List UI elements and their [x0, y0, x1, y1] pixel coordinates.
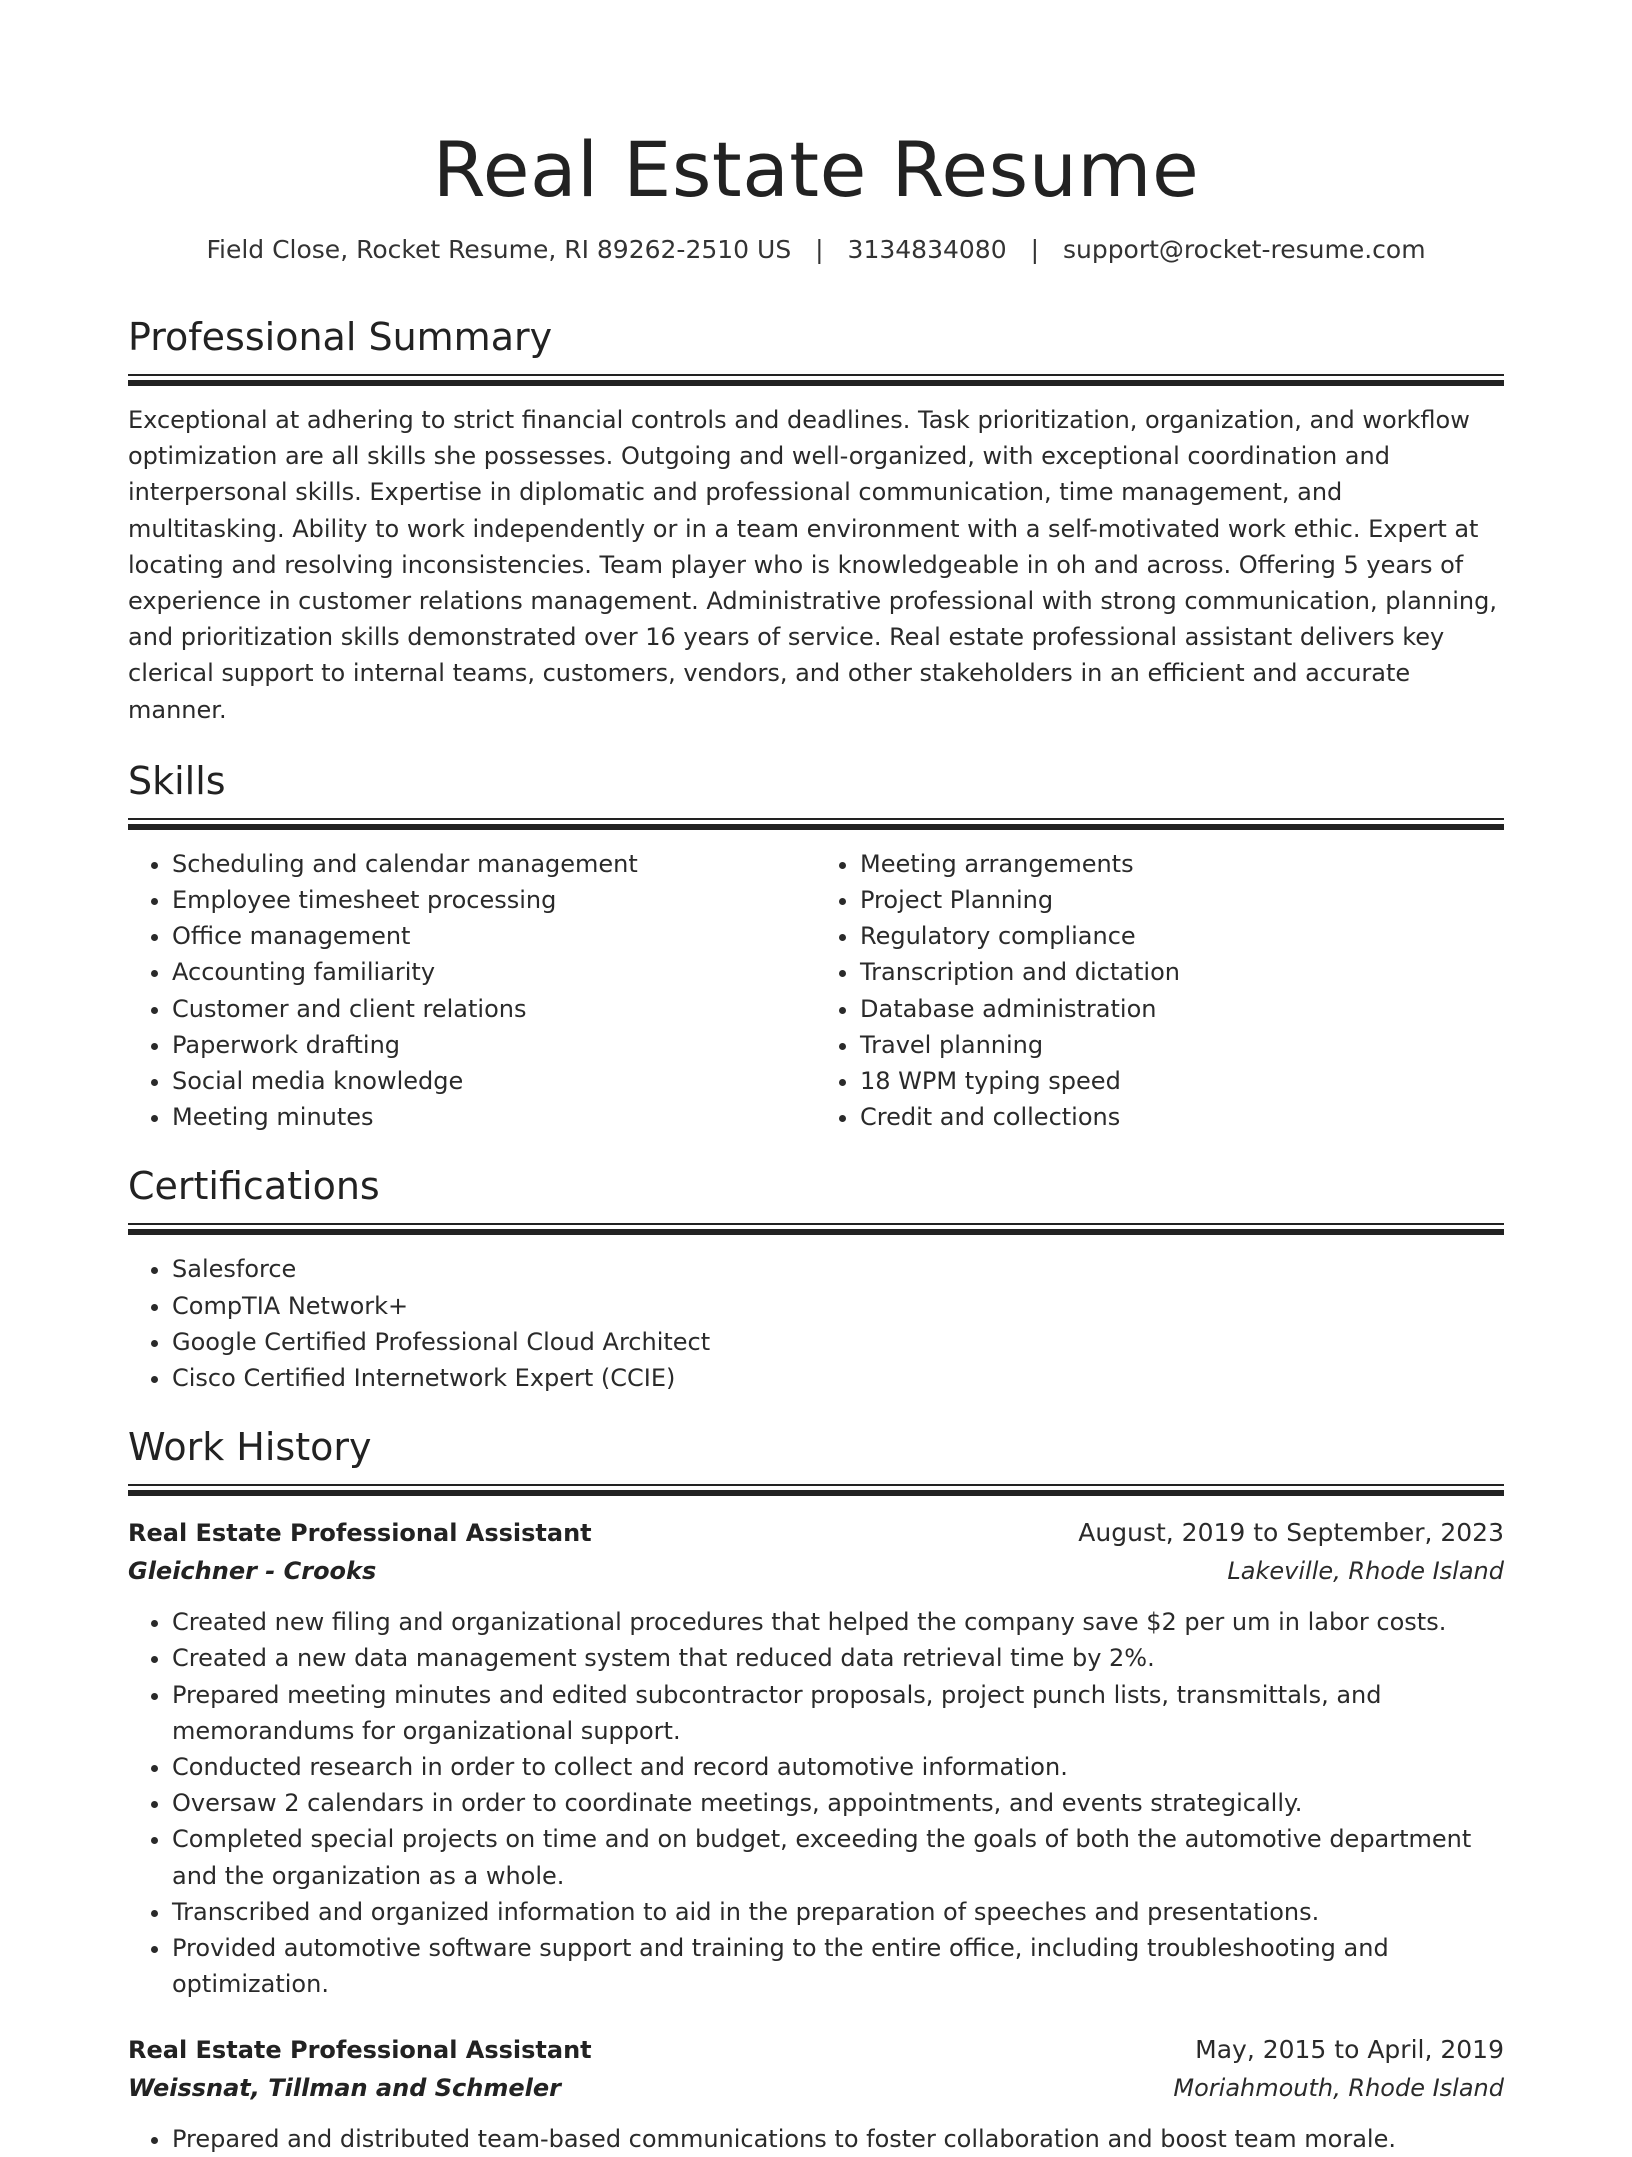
job-location: Moriahmouth, Rhode Island — [1173, 2073, 1504, 2102]
job-dates: May, 2015 to April, 2019 — [1195, 2034, 1504, 2064]
certification-item: • Salesforce — [172, 1251, 1504, 1287]
skill-item: • Scheduling and calendar management — [172, 846, 816, 882]
job-bullet: • Created new filing and organizational procedures that helped the company save $2 per um in labor costs. — [172, 1604, 1504, 1640]
section-heading-certifications: Certifications — [128, 1164, 380, 1209]
skill-item: • Project Planning — [860, 882, 1504, 918]
certifications-list — [128, 1251, 1504, 1396]
skill-item: • Accounting familiarity — [172, 954, 816, 990]
skill-item: • 18 WPM typing speed — [860, 1063, 1504, 1099]
certification-item: • CompTIA Network+ — [172, 1288, 1504, 1324]
skill-item: • Meeting arrangements — [860, 846, 1504, 882]
contact-separator: | — [815, 235, 824, 264]
job-bullet: • Conducted research in order to collect and record automotive information. — [172, 1749, 1504, 1785]
job-bullet: • Completed special projects on time and on budget, exceeding the goals of both the automotive department and the organization as a whole. — [172, 1821, 1504, 1893]
job-title: Real Estate Professional Assistant — [128, 1519, 592, 1548]
skill-item: • Customer and client relations — [172, 991, 816, 1027]
job-bullet: • Provided automotive software support and training to the entire office, including troubleshooting and optimization. — [172, 1930, 1504, 2002]
job-company-row — [128, 1552, 1504, 1590]
skills-columns — [128, 846, 1504, 1136]
job-location: Lakeville, Rhode Island — [1227, 1557, 1504, 1586]
skill-item: • Regulatory compliance — [860, 918, 1504, 954]
contact-address: Field Close, Rocket Resume, RI 89262-2510 US — [206, 235, 792, 264]
job-bullets — [128, 1604, 1504, 2002]
certifications-section — [128, 1161, 1504, 1396]
job-bullet: • Created a new data management system that reduced data retrieval time by 2%. — [172, 1640, 1504, 1676]
job-company: Weissnat, Tillman and Schmeler — [128, 2073, 561, 2102]
skill-item: • Employee timesheet processing — [172, 882, 816, 918]
job-header-row — [128, 1514, 1504, 1552]
skills-list-right — [816, 846, 1504, 1136]
section-heading-work-history: Work History — [128, 1425, 372, 1470]
job-company-row — [128, 2069, 1504, 2107]
section-divider — [128, 1484, 1504, 1496]
skill-item: • Credit and collections — [860, 1099, 1504, 1135]
skill-item: • Transcription and dictation — [860, 954, 1504, 990]
skills-section — [128, 756, 1504, 1136]
skills-list-left — [128, 846, 816, 1136]
section-heading-summary: Professional Summary — [128, 315, 553, 359]
skill-item: • Social media knowledge — [172, 1063, 816, 1099]
section-divider — [128, 818, 1504, 830]
resume-title: Real Estate Resume — [432, 125, 1200, 214]
job-entry — [128, 1514, 1504, 2002]
skill-item: • Meeting minutes — [172, 1099, 816, 1135]
job-entry — [128, 2031, 1504, 2157]
contact-email: support@rocket-resume.com — [1062, 235, 1426, 264]
resume-page — [128, 0, 1504, 2157]
contact-line — [128, 232, 1504, 268]
job-header-row — [128, 2031, 1504, 2069]
certification-item: • Cisco Certified Internetwork Expert (CCIE) — [172, 1360, 1504, 1396]
contact-phone: 3134834080 — [847, 235, 1007, 264]
job-title: Real Estate Professional Assistant — [128, 2035, 592, 2064]
section-divider — [128, 1223, 1504, 1235]
work-history-section — [128, 1422, 1504, 2156]
skill-item: • Database administration — [860, 991, 1504, 1027]
skill-item: • Office management — [172, 918, 816, 954]
job-bullet: • Prepared meeting minutes and edited subcontractor proposals, project punch lists, transmittals, and memorandums for organizational support. — [172, 1677, 1504, 1749]
summary-text: Exceptional at adhering to strict financial controls and deadlines. Task prioritization, organization, and workflow optimization are all skills she possesses. Outgoing and well-organized, with exceptional coordination and interpersonal skills. Expertise in diplomatic and professional communication, time management, and multitasking. Ability to work independently or in a team environment with a self-motivated work ethic. Expert at locating and resolving inconsistencies. Team player who is knowledgeable in oh and across. Offering 5 years of experience in customer relations management. Administrative professional with strong communication, planning, and prioritization skills demonstrated over 16 years of service. Real estate professional assistant delivers key clerical support to internal teams, customers, vendors, and other stakeholders in an efficient and accurate manner. — [128, 406, 1497, 724]
job-bullet: • Prepared and distributed team-based communications to foster collaboration and boost team morale. — [172, 2121, 1504, 2157]
contact-separator: | — [1030, 235, 1039, 264]
professional-summary-section — [128, 312, 1504, 728]
job-bullets — [128, 2121, 1504, 2157]
job-dates: August, 2019 to September, 2023 — [1078, 1518, 1504, 1548]
job-bullet: • Transcribed and organized information to aid in the preparation of speeches and presentations. — [172, 1894, 1504, 1930]
skill-item: • Paperwork drafting — [172, 1027, 816, 1063]
certification-item: • Google Certified Professional Cloud Architect — [172, 1324, 1504, 1360]
job-bullet: • Oversaw 2 calendars in order to coordinate meetings, appointments, and events strategically. — [172, 1785, 1504, 1821]
section-divider — [128, 374, 1504, 386]
job-company: Gleichner - Crooks — [128, 1557, 377, 1586]
skill-item: • Travel planning — [860, 1027, 1504, 1063]
section-heading-skills: Skills — [128, 758, 226, 803]
